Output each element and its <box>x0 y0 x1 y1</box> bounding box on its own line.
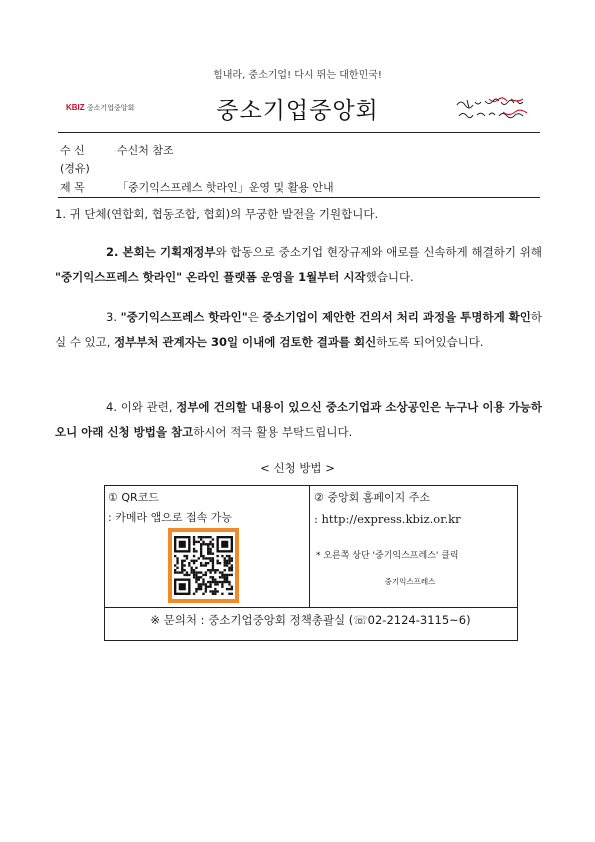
p3-part-f: 정부부처 관계자는 30일 이내에 검토한 결과를 회신 <box>114 335 377 349</box>
homepage-url[interactable]: : http://express.kbiz.or.kr <box>314 512 461 526</box>
recipient-value: 수신처 참조 <box>117 144 174 157</box>
header-divider <box>58 132 540 133</box>
p2-part-e: 했습니다. <box>365 270 414 284</box>
logo-text: 중소기업중앙회 <box>86 104 135 112</box>
p3-part-d: 중소기업이 제안한 건의서 처리 과정을 투명하게 확인 <box>262 310 531 324</box>
paragraph-1: 1. 귀 단체(연합회, 협동조합, 협회)의 무궁한 발전을 기원합니다. <box>55 207 379 221</box>
p4-part-c: 하시어 적극 활용 부탁드립니다. <box>193 425 353 439</box>
p3-part-g: 하도록 되어있습니다. <box>376 335 484 349</box>
hotline-menu-button[interactable]: 중기익스프레스 <box>384 577 436 586</box>
p2-part-b: 기획재정부 <box>159 245 216 259</box>
p2-part-c: 와 합동으로 중소기업 현장규제와 애로를 신속하게 해결하기 위해 <box>215 245 542 259</box>
p2-part-d: "중기익스프레스 핫라인" 온라인 플랫폼 운영을 1월부터 시작 <box>55 270 366 284</box>
logo-brand: KBIZ <box>66 103 85 112</box>
p3-part-e: 하실 수 있고, <box>55 310 543 349</box>
p4-part-a: 4. 이와 관련, <box>106 400 177 414</box>
paragraph-3 <box>55 305 542 355</box>
homepage-method-title: ② 중앙회 홈페이지 주소 <box>314 491 430 504</box>
p3-part-b: "중기익스프레스 핫라인" <box>120 310 248 324</box>
meta-divider <box>58 197 540 198</box>
qr-method-desc: : 카메라 앱으로 접속 가능 <box>108 511 232 524</box>
p4-part-b: 정부에 건의할 내용이 있으신 중소기업과 소상공인은 누구나 이용 가능하오니 아래 신청 방법을 참고 <box>55 400 543 439</box>
p2-part-a: 2. 본회는 <box>106 245 160 259</box>
paragraph-4 <box>55 395 542 445</box>
paragraph-2 <box>55 240 542 290</box>
p3-part-c: 은 <box>247 310 263 324</box>
slogan: 힘내라, 중소기업! 다시 뛰는 대한민국! <box>213 70 382 81</box>
via-label: (경유) <box>60 162 90 175</box>
recipient-label: 수 신 <box>60 144 85 157</box>
subject-value: 「중기익스프레스 핫라인」운영 및 활용 안내 <box>117 181 334 194</box>
apply-column-divider <box>309 485 310 607</box>
qr-method-title: ① QR코드 <box>108 491 159 504</box>
apply-heading: < 신청 방법 > <box>260 461 335 475</box>
p3-part-a: 3. <box>106 310 121 324</box>
qr-code[interactable] <box>168 528 239 603</box>
organization-title: 중소기업중앙회 <box>216 98 379 124</box>
apply-contact-divider <box>104 607 517 608</box>
homepage-note: * 오른쪽 상단 '중기익스프레스' 클릭 <box>316 551 459 561</box>
subject-label: 제 목 <box>60 181 85 194</box>
contact-info: ※ 문의처 : 중소기업중앙회 정책총괄실 (☏02-2124-3115~6) <box>150 613 471 627</box>
calligraphy-slogan-image <box>455 96 535 122</box>
